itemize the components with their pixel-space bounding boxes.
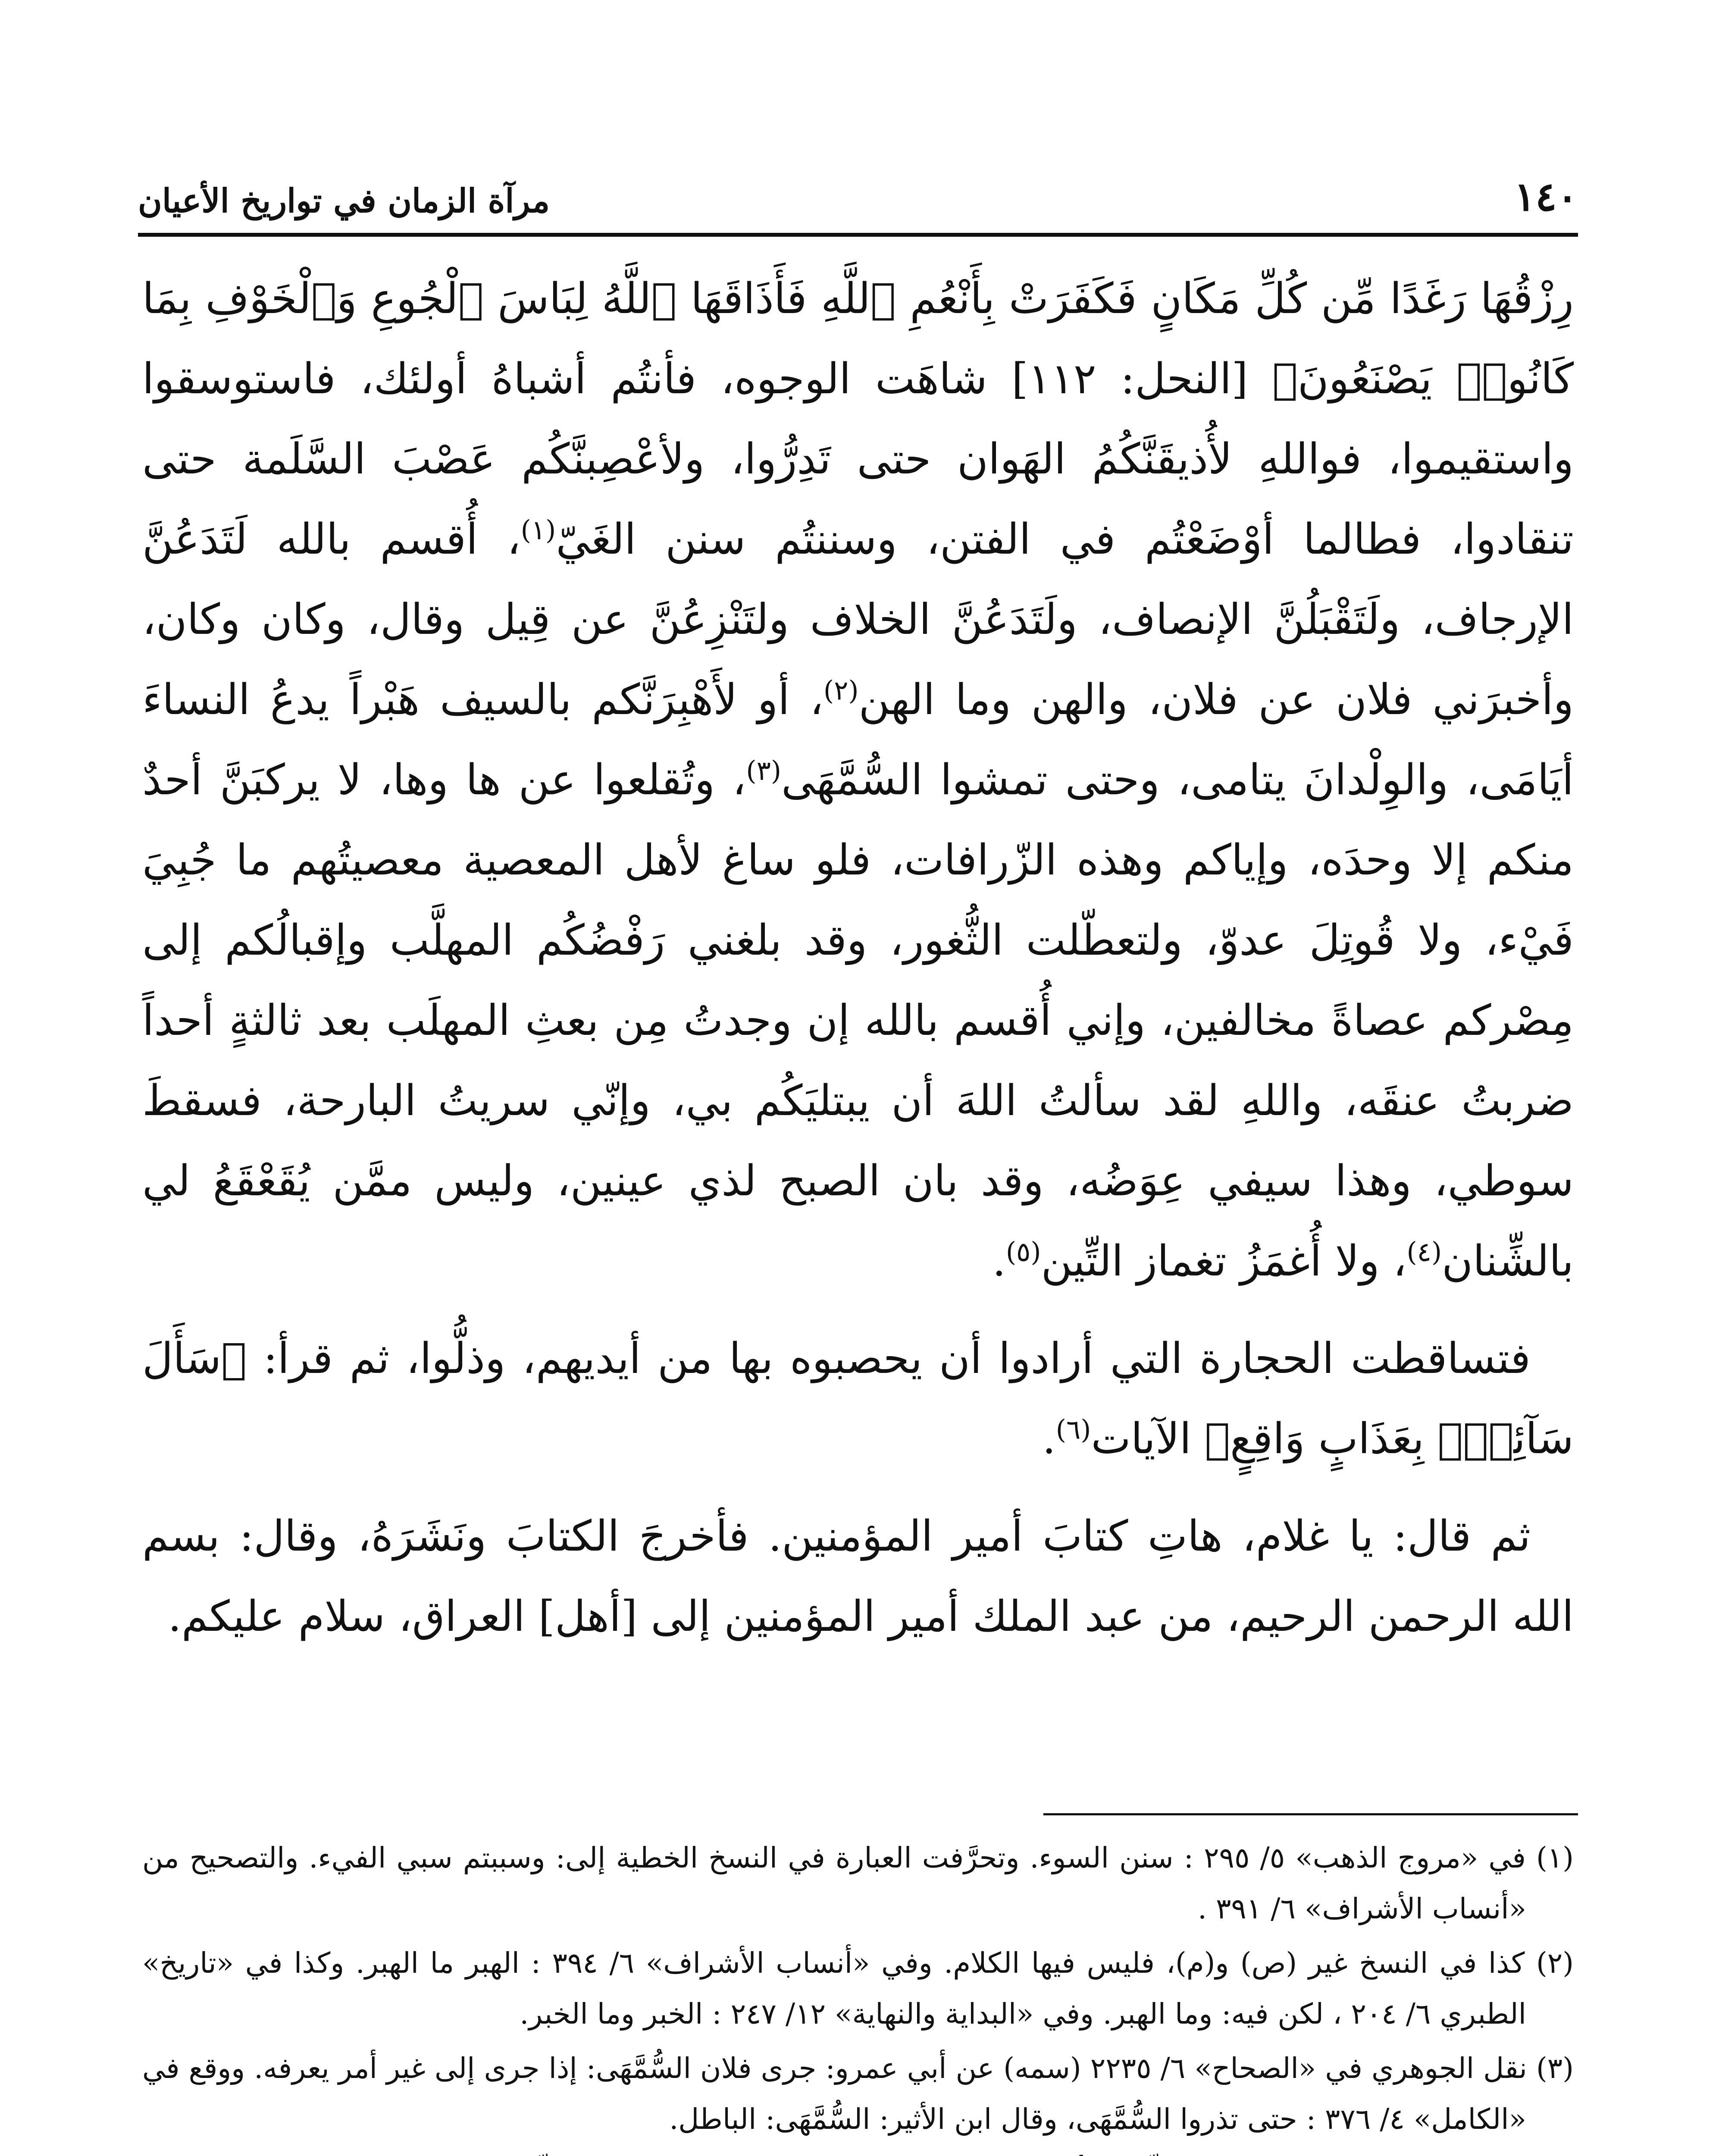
text-segment: فتساقطت الحجارة التي أرادوا أن يحصبوه بها من أيديهم، وذلُّوا، ثم قرأ: ﴿سَأَلَ سَآئِلٌۢ بِعَذَابٍ وَاقِعٍ﴾ الآيات (142, 1334, 1574, 1463)
footnote-3: (٣) نقل الجوهري في «الصحاح» ٦/ ٢٢٣٥ (سمه) عن أبي عمرو: جرى فلان السُّمَّهَى: إذا جرى إلى غير أمر يعرفه. ووقع في «الكامل» ٤/ ٣٧٦ : حتى تذروا السُّمَّهَى، وقال ابن الأثير: السُّمَّهَى: الباطل. (142, 2052, 1574, 2136)
footnote-ref-6: (٦) (1055, 1413, 1091, 1445)
footnote-4 (142, 2148, 1574, 2156)
footnote-ref-5: (٥) (1005, 1236, 1041, 1268)
footnote-1: (١) في «مروج الذهب» ٥/ ٢٩٥ : سنن السوء. وتحرَّفت العبارة في النسخ الخطية إلى: وسببتم سبي الفيء. والتصحيح من «أنساب الأشراف» ٦/ ٣٩١ . (142, 1841, 1574, 1925)
header-divider (138, 233, 1578, 237)
footnote-ref-3: (٣) (746, 755, 782, 787)
footnote-ref-4: (٤) (1406, 1236, 1442, 1268)
footnote-ref-1: (١) (520, 514, 556, 546)
text-segment: . (1042, 1414, 1056, 1463)
footnote-2: (٢) كذا في النسخ غير (ص) و(م)، فليس فيها الكلام. وفي «أنساب الأشراف» ٦/ ٣٩٤ : الهبر ما الهبر. وكذا في «تاريخ» الطبري ٦/ ٢٠٤ ، لكن فيه: وما الهبر. وفي «البداية والنهاية» ١٢/ ٢٤٧ : الخبر وما الخبر. (142, 1946, 1574, 2031)
running-title: مرآة الزمان في تواريخ الأعيان (138, 182, 550, 220)
text-segment: ، أو لأَهْبِرَنَّكم بالسيف هَبْراً يدعُ النساءَ أيَامَى، والوِلْدانَ يتامى، وحتى تمشوا السُّمَّهَى (142, 675, 1574, 805)
paragraph-2 (142, 1319, 1574, 1479)
page-number: ١٤٠ (1514, 173, 1578, 220)
footnotes (142, 1833, 1574, 2156)
text-segment: . (992, 1237, 1006, 1286)
main-text (142, 259, 1574, 1674)
text-segment: ، وتُقلعوا عن ها وها، لا يركبَنَّ أحدٌ منكم إلا وحدَه، وإياكم وهذه الزّرافات، فلو ساغ لأهل المعصية معصيتُهم ما جُبِيَ فَيْء، ولا قُوتِلَ عدوّ، ولتعطّلت الثُّغور، وقد بلغني رَفْضُكُم المهلَّب وإقبالُكم إلى مِصْركم عصاةً مخالفين، وإني أُقسم بالله إن وجدتُ مِن بعثِ المهلَب بعد ثالثةٍ أحداً ضربتُ عنقَه، واللهِ لقد سألتُ اللهَ أن يبتليَكُم بي، وإنّي سريتُ البارحة، فسقطَ سوطي، وهذا سيفي عِوَضُه، وقد بان الصبح لذي عينين، وليس ممَّن يُقَعْقَعُ لي بالشِّنان (142, 755, 1574, 1286)
page-header (138, 151, 1578, 220)
paragraph-3: ثم قال: يا غلام، هاتِ كتابَ أمير المؤمنين. فأخرجَ الكتابَ ونَشَرَهُ، وقال: بسم الله الرحمن الرحيم، من عبد الملك أمير المؤمنين إلى [أهل] العراق، سلام عليكم. (142, 1512, 1574, 1641)
text-segment: رِزْقُهَا رَغَدًا مِّن كُلِّ مَكَانٍ فَكَفَرَتْ بِأَنْعُمِ ٱللَّهِ فَأَذَاقَهَا ٱللَّهُ لِبَاسَ ٱلْجُوعِ وَٱلْخَوْفِ بِمَا كَانُوا۟ يَصْنَعُونَ﴾ [النحل: ١١٢] شاهَت الوجوه، فأنتُم أشباهُ أولئك، فاستوسقوا واستقيموا، فواللهِ لأُذيقَنَّكُمُ الهَوان حتى تَدِرُّوا، ولأعْصِبنَّكُم عَصْبَ السَّلَمة حتى تنقادوا، فطالما أوْضَعْتُم في الفتن، وسننتُم سنن الغَيّ (142, 274, 1574, 564)
text-segment: ، أُقسم بالله لَتَدَعُنَّ الإرجاف، ولَتَقْبَلُنَّ الإنصاف، ولَتَدَعُنَّ الخلاف ولتَنْزِعُنَّ عن قِيل وقال، وكان وكان، وأخبرَني فلان عن فلان، والهن وما الهن (142, 515, 1574, 724)
footnote-ref-2: (٢) (823, 674, 859, 706)
paragraph-1 (142, 259, 1574, 1301)
footnote-divider (1043, 1813, 1578, 1815)
text-segment: ، ولا أُغمَزُ تغماز التِّين (1041, 1237, 1407, 1286)
